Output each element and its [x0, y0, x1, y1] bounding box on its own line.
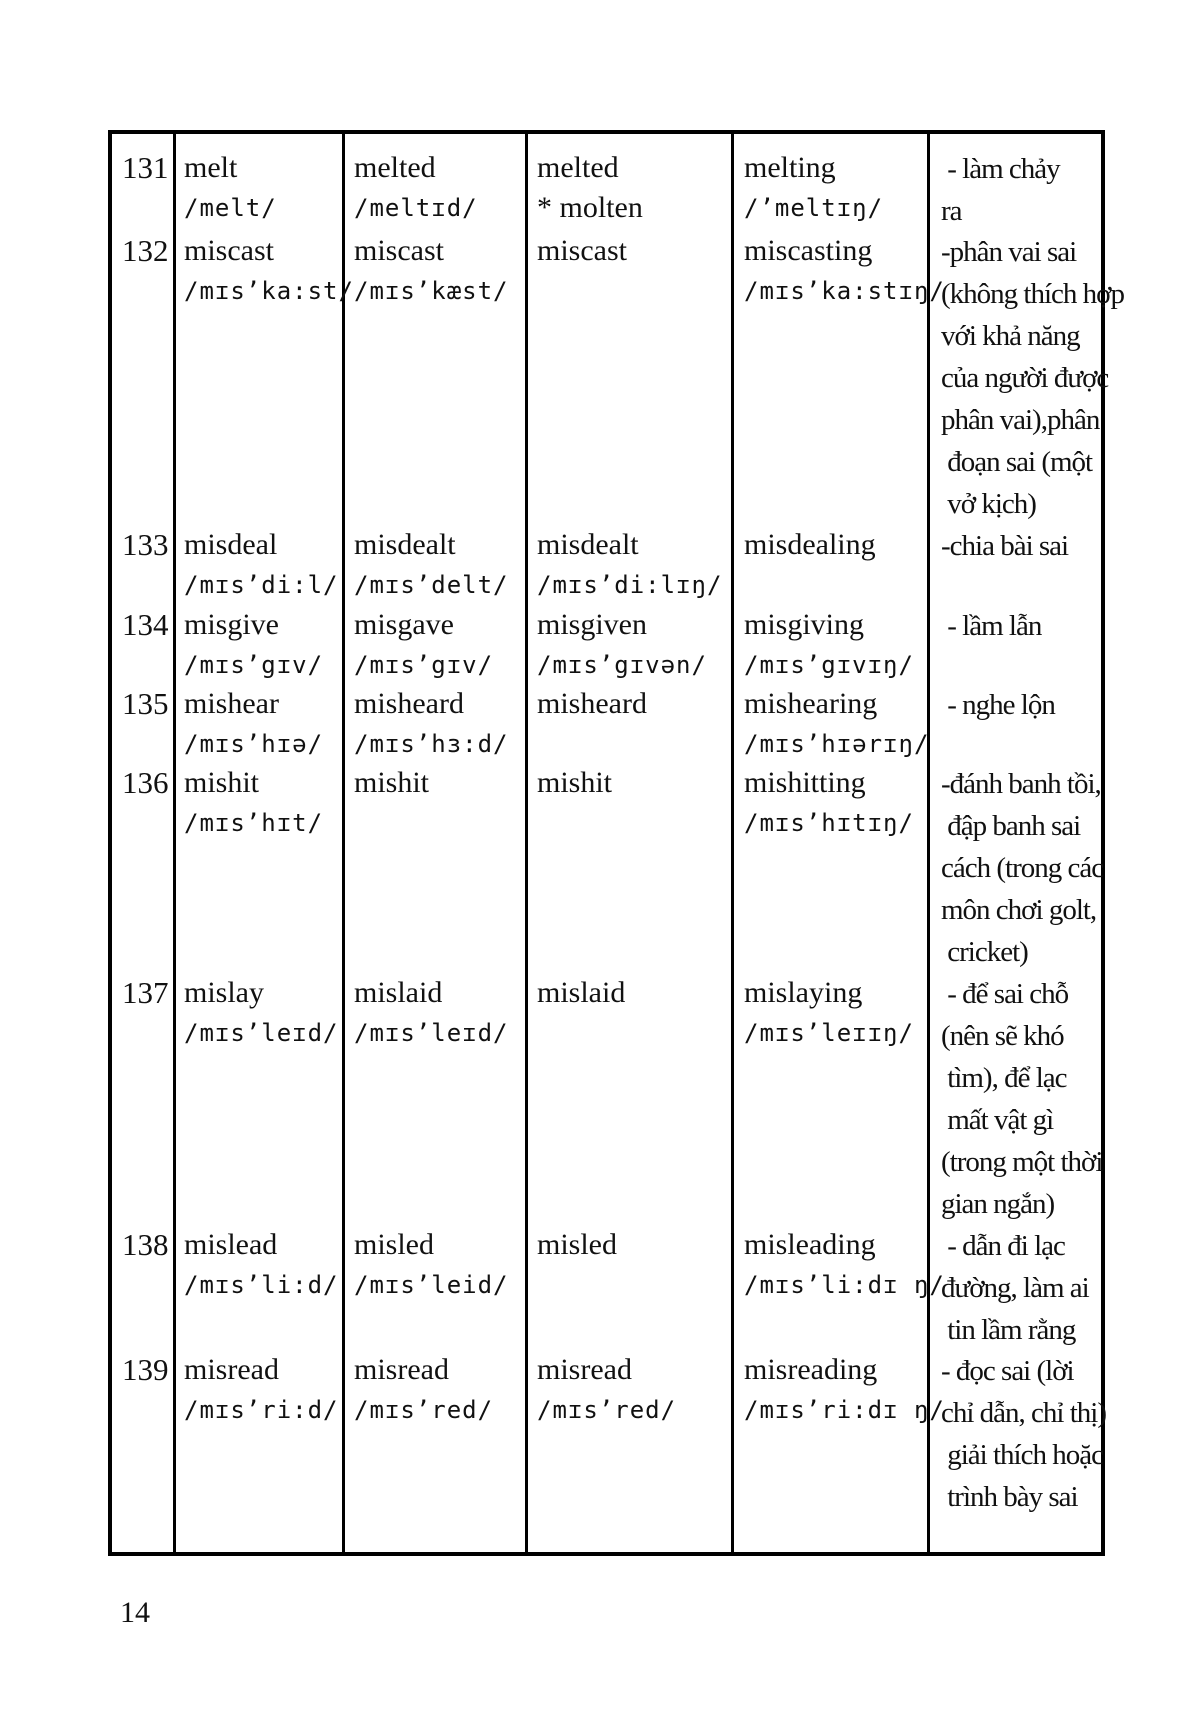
past-form-cell: [354, 148, 532, 228]
pp-pronunciation: [537, 1013, 737, 1053]
meaning-cell: [941, 973, 1101, 1225]
base-form-cell: [184, 231, 354, 311]
ing-word: mishitting: [744, 766, 866, 799]
entry-number: 135: [122, 686, 169, 721]
base-pronunciation: /mɪs’hɪt/: [184, 809, 324, 837]
pp-word: miscast: [537, 234, 627, 267]
ing-form-cell: [744, 1225, 945, 1305]
meaning-line: vở kịch): [941, 488, 1036, 520]
column-divider: [927, 134, 930, 1552]
entry-number: 137: [122, 975, 169, 1010]
meaning-cell: [941, 525, 1101, 567]
meaning-line: đường, làm ai: [941, 1272, 1089, 1304]
base-pronunciation: /mɪs’leɪd/: [184, 1019, 339, 1047]
meaning-line: - đọc sai (lời: [941, 1355, 1074, 1387]
ing-word: melting: [744, 151, 836, 184]
entry-number: 139: [122, 1352, 169, 1387]
meaning-cell: [941, 684, 1101, 726]
meaning-line: của người được: [941, 362, 1109, 394]
past-form-cell: [354, 1225, 532, 1305]
pp-pronunciation: [537, 271, 737, 311]
ing-form-cell: [744, 605, 938, 685]
meaning-cell: [941, 148, 1101, 232]
meaning-line: (trong một thời: [941, 1146, 1103, 1178]
pp-word: misdealt: [537, 528, 639, 561]
base-word: mislead: [184, 1228, 278, 1261]
base-form-cell: [184, 684, 348, 764]
pp-word: misheard: [537, 687, 647, 720]
ing-pronunciation: /mɪs’hɪərɪŋ/: [744, 730, 930, 758]
meaning-line: gian ngắn): [941, 1188, 1055, 1220]
column-divider: [731, 134, 734, 1552]
pp-form-cell: [537, 763, 737, 843]
base-word: misread: [184, 1353, 279, 1386]
meaning-line: ra: [941, 195, 962, 227]
ing-word: misgiving: [744, 608, 865, 641]
ing-form-cell: [744, 148, 938, 228]
past-word: misdealt: [354, 528, 456, 561]
meaning-line: cricket): [941, 936, 1028, 968]
past-pronunciation: /mɪs’leɪd/: [354, 1019, 509, 1047]
ing-word: misreading: [744, 1353, 878, 1386]
pp-pronunciation: [537, 1265, 737, 1305]
base-pronunciation: /mɪs’ri:d/: [184, 1396, 339, 1424]
past-form-cell: [354, 605, 532, 685]
base-form-cell: [184, 525, 348, 605]
meaning-line: môn chơi golt,: [941, 894, 1097, 926]
meaning-line: trình bày sai: [941, 1481, 1078, 1513]
past-form-cell: [354, 1350, 532, 1430]
meaning-line: cách (trong các: [941, 852, 1104, 884]
pp-form-cell: [537, 1225, 737, 1305]
base-pronunciation: /mɪs’ka:st/: [184, 277, 354, 305]
pp-pronunciation: /mɪs’di:lɪŋ/: [537, 571, 723, 599]
base-word: mishear: [184, 687, 279, 720]
pp-form-cell: [537, 684, 737, 764]
pp-form-cell: [537, 148, 737, 228]
pp-pronunciation: [537, 724, 737, 764]
ing-pronunciation: /mɪs’gɪvɪŋ/: [744, 651, 914, 679]
past-pronunciation: /meltɪd/: [354, 194, 478, 222]
ing-pronunciation: /mɪs’hɪtɪŋ/: [744, 809, 914, 837]
meaning-line: (không thích hợp: [941, 278, 1124, 310]
past-word: misled: [354, 1228, 434, 1261]
base-word: misdeal: [184, 528, 278, 561]
base-form-cell: [184, 1225, 348, 1305]
ing-form-cell: [744, 763, 938, 843]
past-pronunciation: /mɪs’delt/: [354, 571, 509, 599]
past-form-cell: [354, 525, 532, 605]
pp-word: misread: [537, 1353, 632, 1386]
pp-word: misgiven: [537, 608, 647, 641]
base-word: miscast: [184, 234, 274, 267]
ing-pronunciation: /mɪs’ka:stɪŋ/: [744, 277, 945, 305]
base-pronunciation: /mɪs’di:l/: [184, 571, 339, 599]
ing-word: mislaying: [744, 976, 863, 1009]
meaning-cell: [941, 1350, 1107, 1518]
entry-number: 132: [122, 233, 169, 268]
meaning-line: mất vật gì: [941, 1104, 1054, 1136]
entry-number: 134: [122, 607, 169, 642]
ing-pronunciation: /mɪs’leɪɪŋ/: [744, 1019, 914, 1047]
ing-pronunciation: /mɪs’li:dɪ ŋ/: [744, 1271, 945, 1299]
meaning-line: -phân vai sai: [941, 236, 1077, 268]
pp-form-cell: [537, 605, 737, 685]
base-word: misgive: [184, 608, 279, 641]
ing-form-cell: [744, 1350, 945, 1430]
base-pronunciation: /mɪs’gɪv/: [184, 651, 324, 679]
entry-number: 136: [122, 765, 169, 800]
pp-word: mishit: [537, 766, 613, 799]
meaning-line: đập banh sai: [941, 810, 1081, 842]
meaning-line: đoạn sai (một: [941, 446, 1093, 478]
past-pronunciation: [354, 803, 532, 843]
meaning-line: chỉ dẫn, chỉ thị): [941, 1397, 1107, 1429]
pp-form-cell: [537, 525, 737, 605]
ing-word: miscasting: [744, 234, 873, 267]
meaning-line: tìm), để lạc: [941, 1062, 1067, 1094]
meaning-line: - dẫn đi lạc: [941, 1230, 1065, 1262]
past-form-cell: [354, 231, 532, 311]
ing-word: misdealing: [744, 528, 876, 561]
column-divider: [525, 134, 528, 1552]
past-pronunciation: /mɪs’kæst/: [354, 277, 509, 305]
ing-form-cell: [744, 231, 945, 311]
past-pronunciation: /mɪs’leid/: [354, 1271, 509, 1299]
ing-form-cell: [744, 525, 938, 605]
base-pronunciation: /mɪs’li:d/: [184, 1271, 339, 1299]
column-divider: [342, 134, 345, 1552]
meaning-line: - để sai chỗ: [941, 978, 1069, 1010]
base-pronunciation: /melt/: [184, 194, 277, 222]
ing-pronunciation: /mɪs’ri:dɪ ŋ/: [744, 1396, 945, 1424]
entry-number: 138: [122, 1227, 169, 1262]
base-form-cell: [184, 148, 348, 228]
ing-word: misleading: [744, 1228, 876, 1261]
meaning-line: - nghe lộn: [941, 689, 1055, 721]
pp-word: melted: [537, 151, 619, 184]
meaning-line: - làm chảy: [941, 153, 1060, 185]
pp-pronunciation: /mɪs’gɪvən/: [537, 651, 707, 679]
ing-form-cell: [744, 684, 938, 764]
meaning-line: tin lầm rằng: [941, 1314, 1076, 1346]
past-form-cell: [354, 684, 532, 764]
meaning-line: phân vai),phân: [941, 404, 1100, 436]
past-pronunciation: /mɪs’red/: [354, 1396, 494, 1424]
ing-word: mishearing: [744, 687, 878, 720]
past-form-cell: [354, 763, 532, 843]
meaning-line: -đánh banh tồi,: [941, 768, 1101, 800]
past-word: mislaid: [354, 976, 443, 1009]
past-form-cell: [354, 973, 532, 1053]
irregular-verbs-table: [108, 130, 1124, 1556]
column-divider: [173, 134, 176, 1552]
pp-pronunciation: [537, 803, 737, 843]
entry-number: 131: [122, 150, 169, 185]
past-word: misread: [354, 1353, 449, 1386]
past-word: melted: [354, 151, 436, 184]
base-word: mislay: [184, 976, 264, 1009]
pp-word: misled: [537, 1228, 617, 1261]
base-form-cell: [184, 763, 348, 843]
base-form-cell: [184, 973, 348, 1053]
base-pronunciation: /mɪs’hɪə/: [184, 730, 324, 758]
pp-form-cell: [537, 231, 737, 311]
base-form-cell: [184, 605, 348, 685]
ing-form-cell: [744, 973, 938, 1053]
ing-pronunciation: /’meltɪŋ/: [744, 194, 884, 222]
meaning-line: -chia bài sai: [941, 530, 1069, 562]
base-form-cell: [184, 1350, 348, 1430]
page-number: 14: [120, 1596, 150, 1629]
past-word: misgave: [354, 608, 454, 641]
pp-word: mislaid: [537, 976, 626, 1009]
meaning-line: - lầm lẫn: [941, 610, 1042, 642]
entry-number: 133: [122, 527, 169, 562]
meaning-line: (nên sẽ khó: [941, 1020, 1064, 1052]
meaning-line: giải thích hoặc: [941, 1439, 1103, 1471]
pp-form-cell: [537, 1350, 737, 1430]
past-word: miscast: [354, 234, 444, 267]
pp-form-cell: [537, 973, 737, 1053]
pp-pronunciation: /mɪs’red/: [537, 1396, 677, 1424]
past-word: mishit: [354, 766, 430, 799]
past-pronunciation: /mɪs’hɜ:d/: [354, 730, 509, 758]
base-word: melt: [184, 151, 238, 184]
past-word: misheard: [354, 687, 464, 720]
meaning-cell: [941, 763, 1104, 973]
ing-pronunciation: [744, 565, 938, 605]
meaning-line: với khả năng: [941, 320, 1080, 352]
meaning-cell: [941, 605, 1101, 647]
meaning-cell: [941, 1225, 1101, 1351]
pp-pronunciation: * molten: [537, 191, 643, 224]
meaning-cell: [941, 231, 1124, 525]
base-word: mishit: [184, 766, 260, 799]
past-pronunciation: /mɪs’gɪv/: [354, 651, 494, 679]
